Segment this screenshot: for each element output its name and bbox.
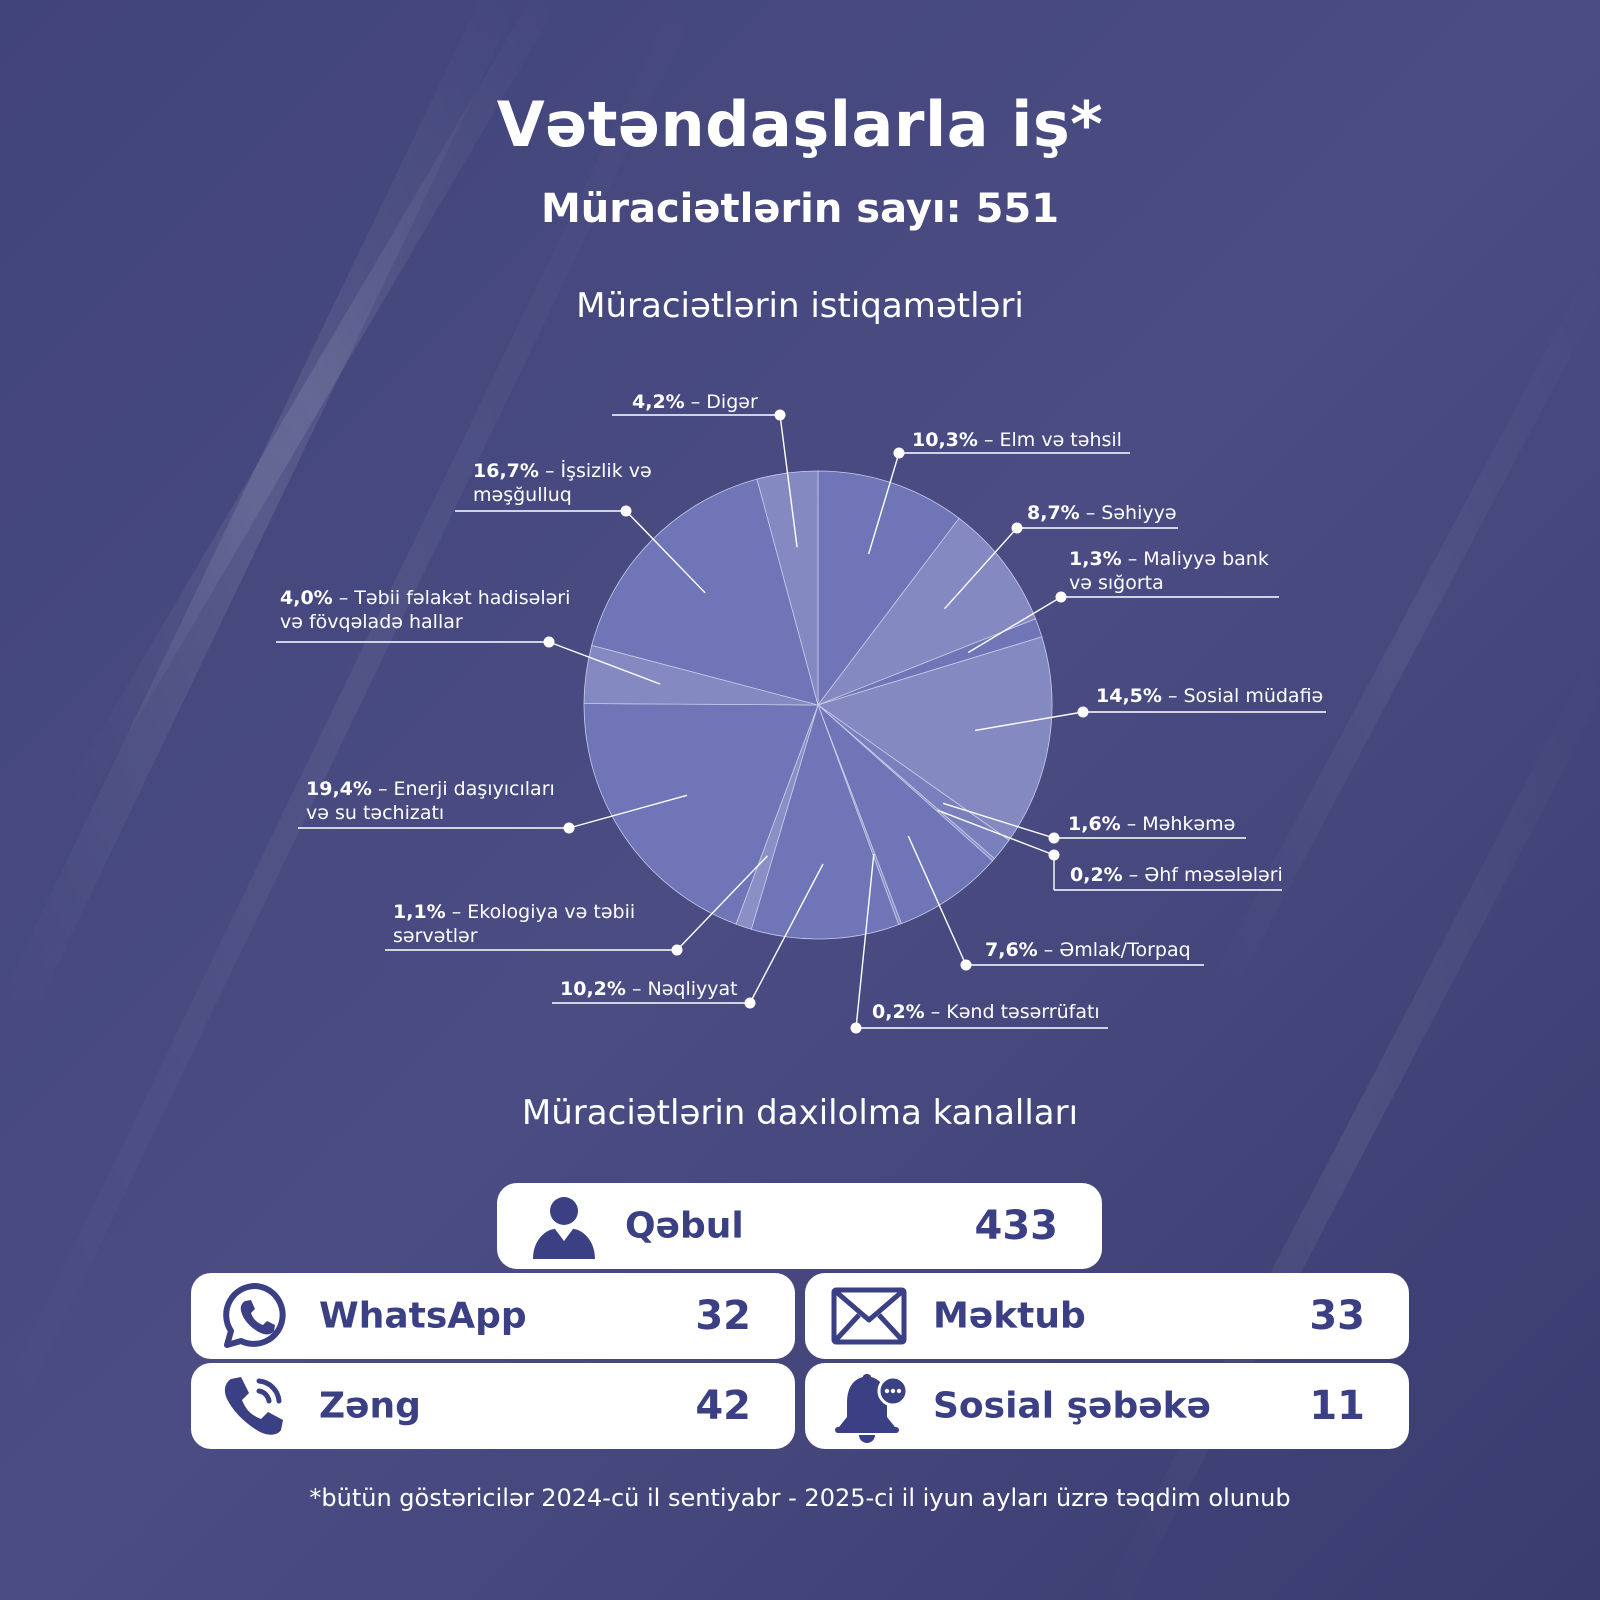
slice-label (632, 391, 758, 413)
slice-name: – Ekologiya və təbii (445, 901, 636, 923)
slice-label (985, 939, 1191, 961)
slice-name: – Elm və təhsil (977, 429, 1122, 451)
channel-card-mektub (805, 1273, 1409, 1359)
label-dot (961, 960, 972, 971)
person-icon (531, 1193, 597, 1259)
channel-label: Sosial şəbəkə (933, 1385, 1211, 1427)
slice-percent: 8,7% (1027, 502, 1080, 524)
slice-label (1070, 864, 1283, 886)
slice-name: – Maliyyə bank (1121, 548, 1269, 570)
slice-label (560, 978, 738, 1000)
channel-label: Qəbul (625, 1205, 744, 1247)
slice-percent: 1,1% (393, 901, 446, 923)
slice-percent: 19,4% (306, 778, 372, 800)
slice-name: – Məhkəmə (1120, 813, 1236, 835)
slice-name: – Təbii fəlakət hadisələri (332, 587, 571, 609)
slice-name: – Enerji daşıyıcıları (371, 778, 555, 800)
slice-percent: 10,3% (912, 429, 978, 451)
label-dot (851, 1023, 862, 1034)
slice-percent: 1,6% (1068, 813, 1121, 835)
label-dot (564, 823, 575, 834)
slice-percent: 10,2% (560, 978, 626, 1000)
channel-card-zeng (191, 1363, 795, 1449)
slice-name-line2: və fövqəladə hallar (280, 611, 463, 633)
label-dot (672, 945, 683, 956)
channel-count: 32 (695, 1293, 751, 1339)
slice-label (473, 459, 652, 506)
channel-label: WhatsApp (319, 1295, 527, 1337)
slice-name: – İşsizlik və (538, 460, 652, 482)
channel-label: Zəng (319, 1385, 421, 1427)
label-dot (1049, 850, 1060, 861)
slice-name: – Əmlak/Torpaq (1037, 939, 1191, 961)
slice-percent: 0,2% (872, 1001, 925, 1023)
channel-card-sosial (805, 1363, 1409, 1449)
chart-title: Müraciətlərin istiqamətləri (576, 286, 1024, 326)
channel-count: 433 (974, 1203, 1058, 1249)
slice-name-line2: və sığorta (1069, 572, 1164, 594)
slice-name: – Sosial müdafiə (1161, 685, 1324, 707)
channel-label: Məktub (933, 1295, 1086, 1337)
label-dot (1049, 833, 1060, 844)
channel-card-whatsapp (191, 1273, 795, 1359)
slice-name: – Səhiyyə (1079, 502, 1177, 524)
slice-percent: 0,2% (1070, 864, 1123, 886)
envelope-icon (831, 1287, 907, 1345)
bell-icon (833, 1369, 909, 1443)
label-dot (621, 506, 632, 517)
slice-percent: 1,3% (1069, 548, 1122, 570)
label-dot (745, 998, 756, 1009)
whatsapp-icon (221, 1281, 291, 1351)
total-count: Müraciətlərin sayı: 551 (540, 186, 1060, 232)
slice-label (1068, 813, 1235, 835)
label-dot (1056, 592, 1067, 603)
slice-label (912, 429, 1122, 451)
channel-card-qebul (497, 1183, 1102, 1269)
label-dot (775, 410, 786, 421)
slice-label (1069, 548, 1269, 594)
slice-name: – Nəqliyyat (625, 978, 738, 1000)
slice-name-line2: və su təchizatı (306, 802, 445, 824)
channel-count: 11 (1309, 1383, 1365, 1429)
label-dot (1078, 707, 1089, 718)
slice-label (306, 778, 555, 824)
slice-percent: 7,6% (985, 939, 1038, 961)
slice-label (1027, 502, 1177, 524)
slice-name: – Əhf məsələləri (1122, 864, 1283, 886)
channel-count: 33 (1309, 1293, 1365, 1339)
label-dot (894, 448, 905, 459)
slice-percent: 4,0% (280, 587, 333, 609)
channels-title: Müraciətlərin daxilolma kanalları (521, 1093, 1079, 1133)
label-dot (1012, 523, 1023, 534)
slice-name-line2: məşğulluq (473, 484, 572, 506)
slice-name: – Kənd təsərrüfatı (924, 1001, 1100, 1023)
slice-percent: 16,7% (473, 460, 539, 482)
phone-icon (221, 1373, 287, 1439)
slice-label (872, 1001, 1100, 1023)
slice-name-line2: sərvətlər (393, 925, 478, 947)
footnote: *bütün göstəricilər 2024-cü il sentiyabr - 2025-ci il iyun ayları üzrə təqdim olunub (309, 1484, 1291, 1512)
slice-percent: 14,5% (1096, 685, 1162, 707)
slice-label (393, 901, 635, 947)
channel-count: 42 (695, 1383, 751, 1429)
slice-name: – Digər (684, 391, 758, 413)
slice-label (1096, 685, 1323, 707)
page-title: Vətəndaşlarla iş* (496, 88, 1104, 161)
slice-label (280, 587, 570, 633)
slice-percent: 4,2% (632, 391, 685, 413)
label-dot (544, 637, 555, 648)
